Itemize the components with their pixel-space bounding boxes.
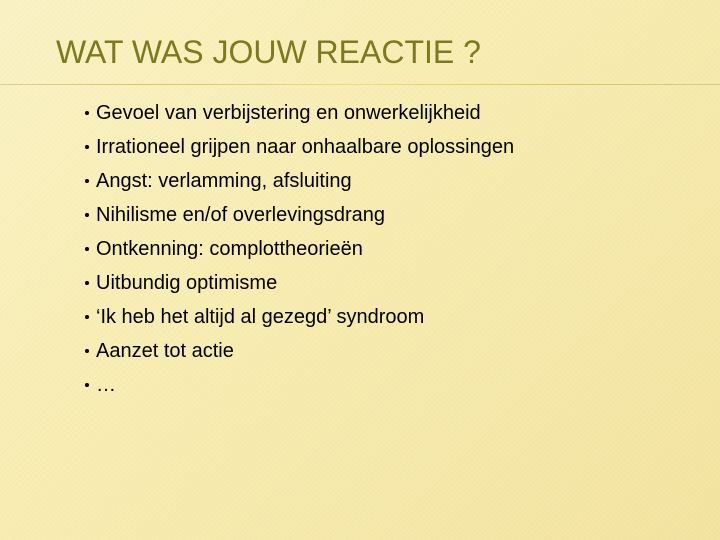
bullet-text: Aanzet tot actie	[96, 340, 234, 362]
bullet-text: ‘Ik heb het altijd al gezegd’ syndroom	[96, 306, 425, 328]
bullet-dot-icon	[85, 111, 89, 115]
bullet-text: Gevoel van verbijstering en onwerkelijkheid	[96, 102, 481, 124]
bullet-text: Irrationeel grijpen naar onhaalbare oplossingen	[96, 136, 515, 158]
bullet-text: Ontkenning: complottheorieën	[96, 238, 363, 260]
bullet-text: Angst: verlamming, afsluiting	[96, 170, 352, 192]
bullet-dot-icon	[85, 281, 89, 285]
bullet-text: …	[96, 374, 116, 396]
bullet-text: Nihilisme en/of overlevingsdrang	[96, 204, 386, 226]
title-divider	[0, 84, 720, 85]
bullet-dot-icon	[85, 315, 89, 319]
bullet-dot-icon	[85, 213, 89, 217]
bullet-dot-icon	[85, 145, 89, 149]
bullet-dot-icon	[85, 383, 89, 387]
bullet-dot-icon	[85, 349, 89, 353]
slide-title: WAT WAS JOUW REACTIE ?	[56, 34, 481, 70]
bullet-dot-icon	[85, 179, 89, 183]
bullet-dot-icon	[85, 247, 89, 251]
bullet-text: Uitbundig optimisme	[96, 272, 278, 294]
